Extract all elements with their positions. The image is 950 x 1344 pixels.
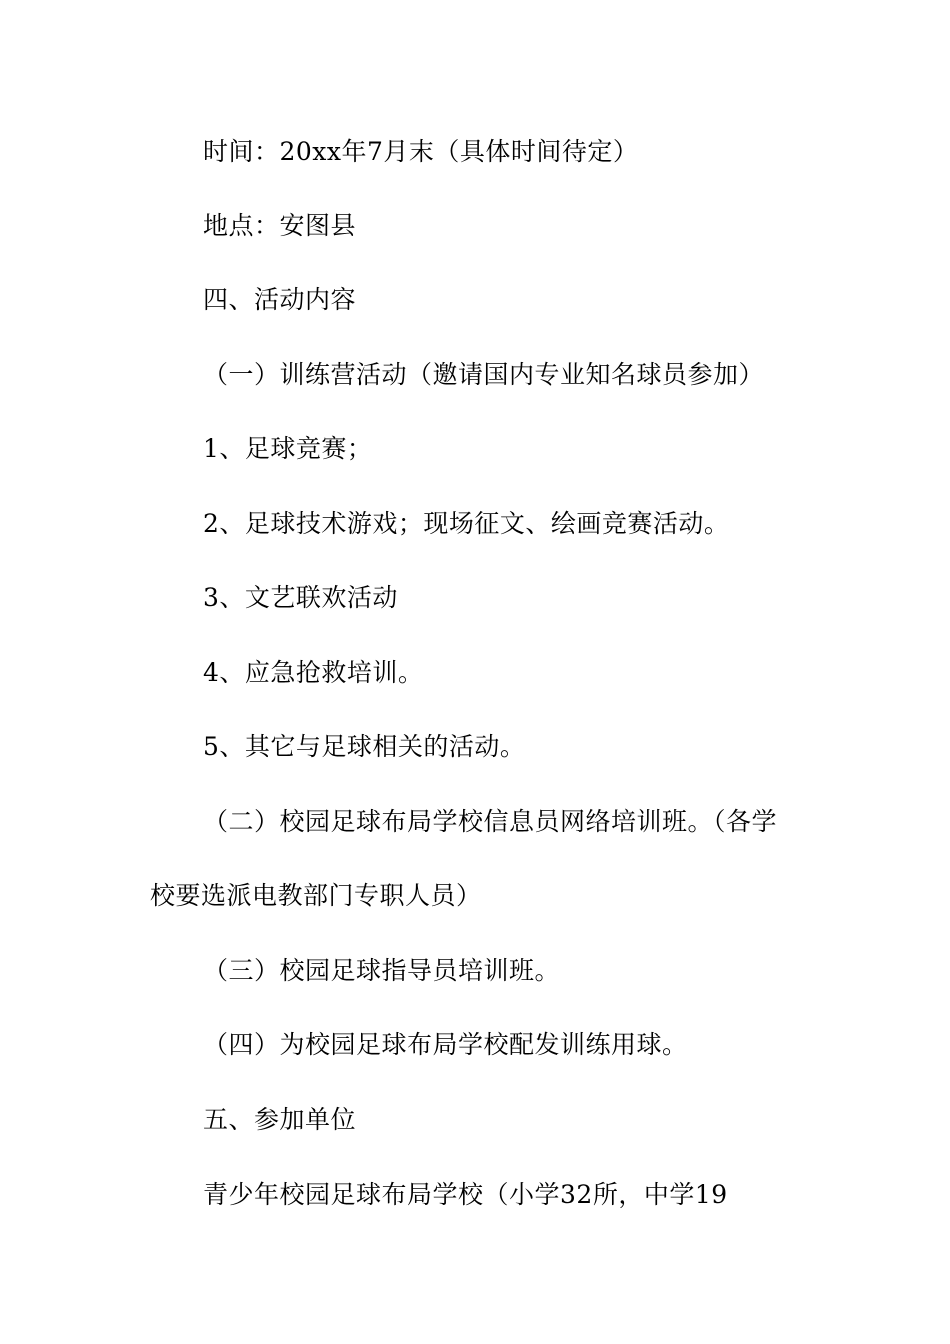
ball-distribution-line: （四）为校园足球布局学校配发训练用球。 [203, 1030, 688, 1059]
location-line: 地点：安图县 [203, 211, 357, 240]
section-five-heading: 五、参加单位 [203, 1105, 357, 1134]
info-training-paragraph-cont: 校要选派电教部门专职人员） [150, 881, 482, 910]
training-camp-heading: （一）训练营活动（邀请国内专业知名球员参加） [203, 360, 765, 389]
list-item: 2、足球技术游戏；现场征文、绘画竞赛活动。 [203, 509, 730, 538]
info-training-paragraph: （二）校园足球布局学校信息员网络培训班。（各学 [203, 807, 778, 836]
participants-line: 青少年校园足球布局学校（小学32所，中学19 [203, 1180, 728, 1209]
list-item: 4、应急抢救培训。 [203, 658, 424, 687]
list-item: 3、文艺联欢活动 [203, 583, 398, 612]
instructor-training-line: （三）校园足球指导员培训班。 [203, 956, 561, 985]
section-four-heading: 四、活动内容 [203, 285, 357, 314]
list-item: 5、其它与足球相关的活动。 [203, 732, 526, 761]
time-line: 时间：20xx年7月末（具体时间待定） [203, 137, 639, 166]
list-item: 1、足球竞赛； [203, 434, 373, 463]
